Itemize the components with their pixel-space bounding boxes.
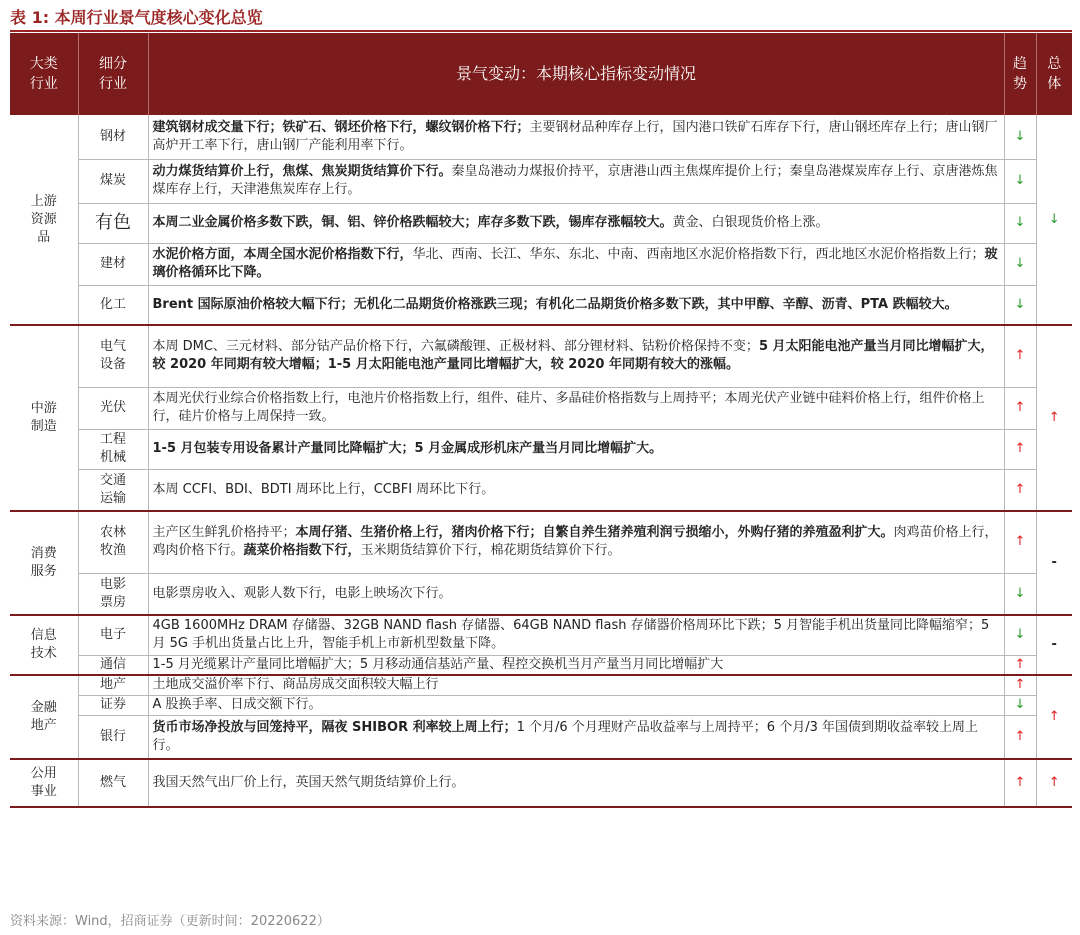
trend-up-arrow-icon: ↑ [1004,759,1036,807]
bold-segment: 玻璃价格循环比下降。 [152,247,998,280]
description-cell [148,759,1004,807]
category-cell: 上游 资源 品 [10,115,78,325]
overall-flat-indicator: - [1036,615,1072,675]
table-row [10,285,1072,325]
table-row [10,429,1072,469]
sub-industry-cell: 化工 [78,285,148,325]
description-cell [148,469,1004,511]
header-trend: 趋 势 [1004,33,1036,115]
sub-industry-cell: 电影 票房 [78,573,148,615]
text-segment: 1 个月/6 个月理财产品收益率与上周持平；6 个月/3 年国债到期收益率较上周上行。 [152,719,978,753]
trend-up-arrow-icon: ↑ [1004,675,1036,695]
description-cell [148,511,1004,573]
table-row [10,675,1072,695]
overall-up-indicator: ↑ [1036,759,1072,807]
trend-down-arrow-icon: ↓ [1004,615,1036,655]
header-sub: 细分 行业 [78,33,148,115]
trend-up-arrow-icon: ↑ [1004,387,1036,429]
table-row [10,243,1072,285]
description-cell [148,715,1004,759]
sub-industry-cell: 钢材 [78,115,148,159]
table-row [10,615,1072,655]
description-cell [148,573,1004,615]
trend-down-arrow-icon: ↓ [1004,203,1036,243]
description-cell [148,115,1004,159]
sub-industry-cell: 地产 [78,675,148,695]
text-segment: 本周 CCFI、BDI、BDTI 周环比上行，CCBFI 周环比下行。 [152,481,495,497]
text-segment: 土地成交溢价率下行、商品房成交面积较大幅上行 [152,677,439,693]
bold-segment: 动力煤货结算价上行，焦煤、焦炭期货结算价下行。 [152,164,452,179]
table-row [10,655,1072,675]
description-cell [148,243,1004,285]
sub-industry-cell: 电气 设备 [78,325,148,387]
sub-industry-cell: 煤炭 [78,159,148,203]
table-row [10,469,1072,511]
sub-industry-cell: 农林 牧渔 [78,511,148,573]
text-segment: 秦皇岛港动力煤报价持平，京唐港山西主焦煤库提价上行；秦皇岛港煤炭库存上行、京唐港炼焦煤库存上行，天津港焦炭库存上行。 [152,164,998,197]
description-cell [148,675,1004,695]
trend-down-arrow-icon: ↓ [1004,695,1036,715]
bold-segment: Brent 国际原油价格较大幅下行；无机化二品期货价格涨跌三现；有机化二品期货价格多数下跌，其中甲醇、辛醇、沥青、PTA 跌幅较大。 [152,296,958,312]
description-cell [148,325,1004,387]
trend-down-arrow-icon: ↓ [1004,115,1036,159]
description-cell [148,203,1004,243]
sub-industry-cell: 光伏 [78,387,148,429]
source-note: 资料来源：Wind，招商证券（更新时间：20220622） [10,914,330,929]
overall-up-indicator: ↑ [1036,675,1072,759]
bold-segment: 5 月太阳能电池产量当月同比增幅扩大，较 2020 年同期有较大增幅；1-5 月太阳能电池产量同比增幅扩大，较 2020 年同期有较大的涨幅。 [152,339,994,373]
trend-up-arrow-icon: ↑ [1004,655,1036,675]
sub-industry-cell: 工程 机械 [78,429,148,469]
overall-flat-indicator: - [1036,511,1072,615]
table-row [10,325,1072,387]
sub-industry-cell: 建材 [78,243,148,285]
table-header-row [10,33,1072,115]
category-cell: 消费 服务 [10,511,78,615]
text-segment: 4GB 1600MHz DRAM 存储器、32GB NAND flash 存储器、64GB NAND flash 存储器价格周环比下跌；5 月智能手机出货量同比降幅缩窄；5 月 5G 手机出货量占比上升，智能手机上市新机型数量下降。 [152,618,990,652]
text-segment: 电影票房收入、观影人数下行，电影上映场次下行。 [152,585,452,601]
bold-segment: 建筑钢材成交量下行；铁矿石、钢坯价格下行，螺纹钢价格下行； [152,119,530,135]
category-cell: 金融 地产 [10,675,78,759]
bold-segment: 货币市场净投放与回笼持平，隔夜 SHIBOR 利率较上周上行； [152,719,517,735]
description-cell [148,429,1004,469]
text-segment: 我国天然气出厂价上行，英国天然气期货结算价上行。 [152,775,465,790]
text-segment: 玉米期货结算价下行，棉花期货结算价下行。 [360,543,621,559]
description-cell [148,159,1004,203]
text-segment: 主要钢材品种库存上行，国内港口铁矿石库存下行，唐山钢坯库存上行；唐山钢厂高炉开工率下行，唐山钢厂产能利用率下行。 [152,119,998,153]
trend-up-arrow-icon: ↑ [1004,429,1036,469]
description-cell [148,695,1004,715]
overall-down-indicator: ↓ [1036,115,1072,325]
trend-down-arrow-icon: ↓ [1004,159,1036,203]
description-cell [148,387,1004,429]
sub-industry-cell: 证券 [78,695,148,715]
bold-segment: 本周仔猪、生猪价格上行，猪肉价格下行；自繁自养生猪养殖利润亏损缩小，外购仔猪的养殖盈利扩大。 [295,525,894,541]
category-cell: 公用 事业 [10,759,78,807]
sub-industry-cell: 通信 [78,655,148,675]
trend-up-arrow-icon: ↑ [1004,469,1036,511]
bold-segment: 水泥价格方面，本周全国水泥价格指数下行， [152,247,413,262]
text-segment: 华北、西南、长江、华东、东北、中南、西南地区水泥价格指数下行，西北地区水泥价格指数上行； [412,247,985,262]
bold-segment: 蔬菜价格指数下行， [243,543,361,559]
text-segment: 黄金、白银现货价格上涨。 [672,215,829,230]
sub-industry-cell: 燃气 [78,759,148,807]
sub-industry-cell: 有色 [78,203,148,243]
trend-down-arrow-icon: ↓ [1004,243,1036,285]
description-cell [148,655,1004,675]
category-cell: 中游 制造 [10,325,78,511]
text-segment: 主产区生鲜乳价格持平； [152,525,296,541]
trend-down-arrow-icon: ↓ [1004,573,1036,615]
table-row [10,573,1072,615]
bold-segment: 1-5 月包装专用设备累计产量同比降幅扩大；5 月金属成形机床产量当月同比增幅扩大。 [152,441,663,456]
overall-up-indicator: ↑ [1036,325,1072,511]
sub-industry-cell: 电子 [78,615,148,655]
text-segment: 肉鸡苗价格上行，鸡肉价格下行。 [152,525,998,559]
bold-segment: 本周二业金属价格多数下跌，铜、铝、锌价格跌幅较大；库存多数下跌，锡库存涨幅较大。 [152,215,673,230]
table-row [10,511,1072,573]
text-segment: 本周光伏行业综合价格指数上行，电池片价格指数上行，组件、硅片、多晶硅价格指数与上周持平；本周光伏产业链中硅料价格上行，组件价格上行，硅片价格与上周保持一致。 [152,391,985,424]
description-cell [148,615,1004,655]
description-cell [148,285,1004,325]
table-row [10,387,1072,429]
text-segment: 1-5 月光缆累计产量同比增幅扩大；5 月移动通信基站产量、程控交换机当月产量当月同比增幅扩大 [152,656,724,672]
table-row [10,715,1072,759]
sub-industry-cell: 交通 运输 [78,469,148,511]
title-divider [10,30,1072,32]
sub-industry-cell: 银行 [78,715,148,759]
text-segment: A 股换手率、日成交额下行。 [152,697,322,712]
text-segment: 本周 DMC、三元材料、部分钴产品价格下行，六氟磷酸锂、正极材料、部分锂材料、钴粉价格保持不变； [152,339,759,355]
category-cell: 信息 技术 [10,615,78,675]
table-row [10,203,1072,243]
trend-down-arrow-icon: ↓ [1004,285,1036,325]
trend-up-arrow-icon: ↑ [1004,325,1036,387]
header-category: 大类 行业 [10,33,78,115]
header-overall: 总 体 [1036,33,1072,115]
header-main: 景气变动：本期核心指标变动情况 [148,33,1004,115]
trend-up-arrow-icon: ↑ [1004,715,1036,759]
industry-table [10,33,1072,808]
trend-up-arrow-icon: ↑ [1004,511,1036,573]
table-row [10,695,1072,715]
table-row [10,115,1072,159]
table-row [10,159,1072,203]
table-title: 表 1: 本周行业景气度核心变化总览 [10,8,263,27]
table-body [10,115,1072,807]
table-row [10,759,1072,807]
